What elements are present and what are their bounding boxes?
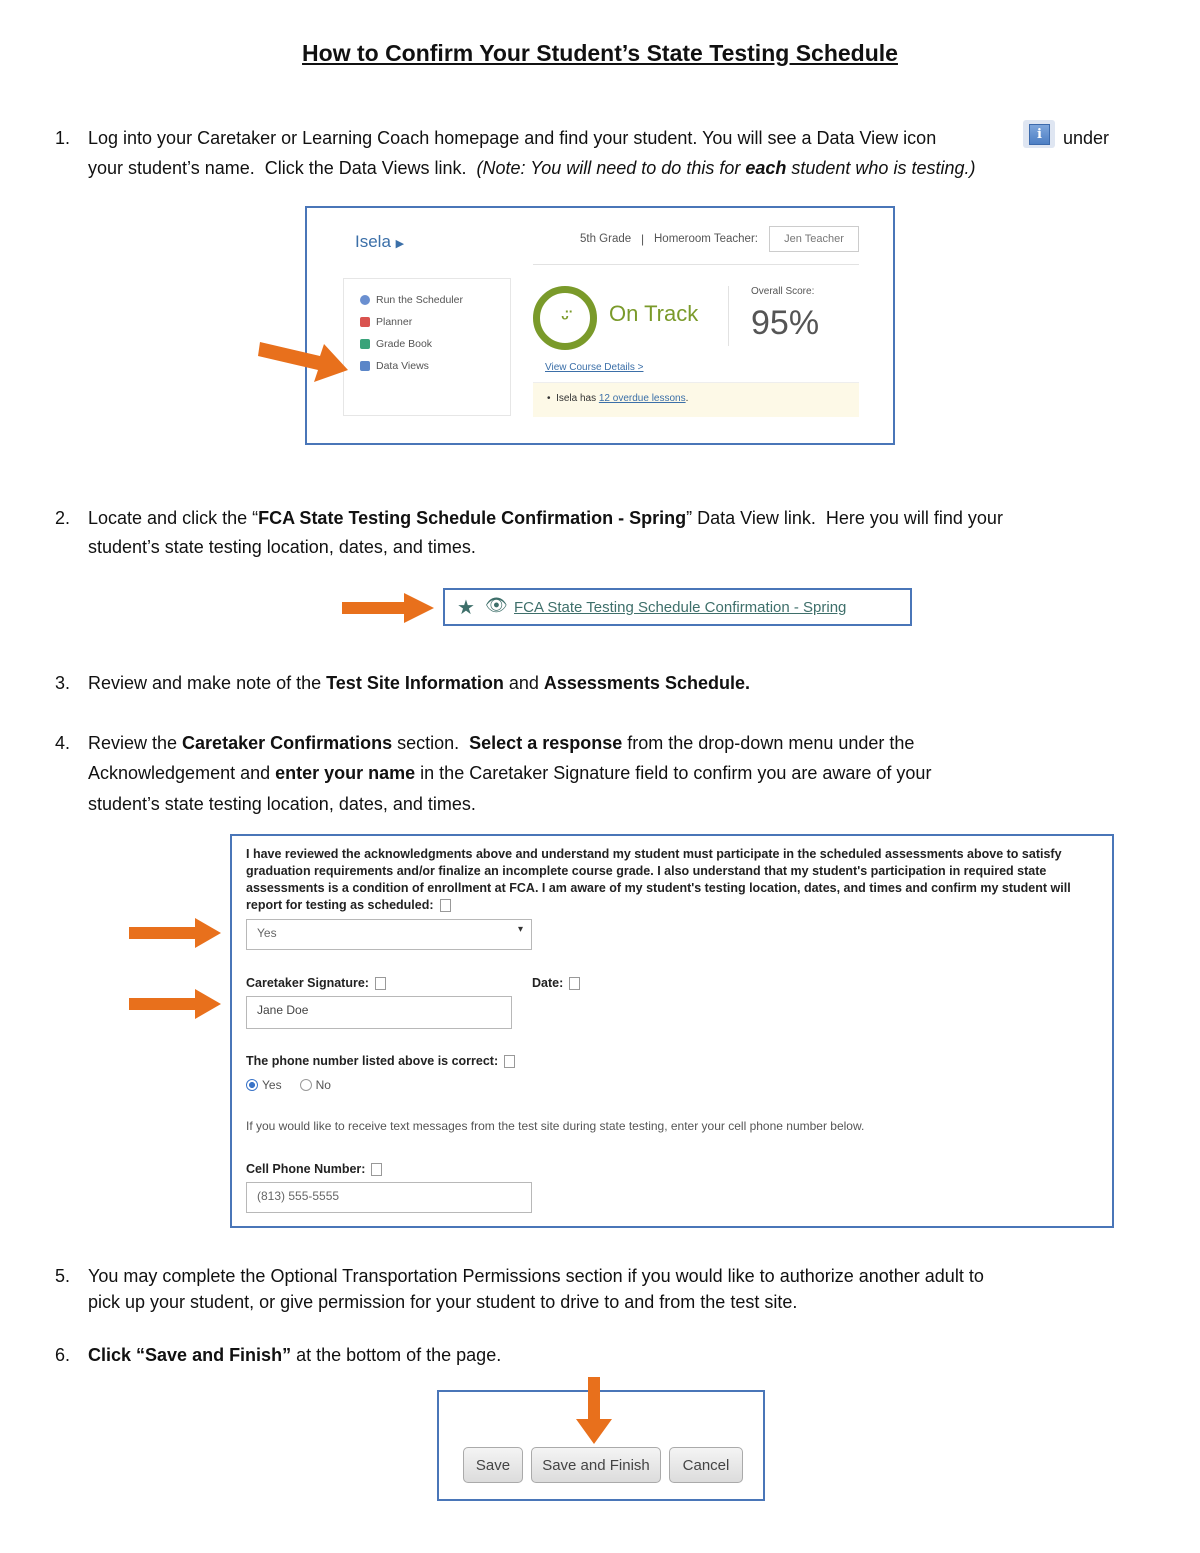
step-2-number: 2. [55, 508, 71, 528]
help-icon[interactable] [504, 1055, 515, 1068]
data-view-icon: i [1023, 120, 1055, 148]
status-label: On Track [609, 301, 699, 326]
caretaker-confirmation-form-screenshot [230, 834, 1114, 1228]
teacher-badge: Jen Teacher [769, 226, 859, 252]
view-course-details-link[interactable]: View Course Details > [545, 362, 644, 373]
gradebook-icon [360, 339, 370, 349]
signature-input[interactable]: Jane Doe [246, 996, 512, 1029]
step-1-number: 1. [55, 128, 71, 148]
step-4-line2: Acknowledgement and enter your name in the Caretaker Signature field to confirm you are aware of your [88, 763, 932, 783]
arrow-icon [575, 1377, 613, 1445]
sidebar-panel [343, 278, 511, 416]
step-2-line2: student’s state testing location, dates, and times. [88, 537, 476, 557]
date-label-row: Date: [532, 975, 580, 992]
divider-vertical [728, 286, 729, 346]
step-5-number: 5. [55, 1266, 71, 1286]
arrow-icon [129, 917, 221, 949]
page-title: How to Confirm Your Student’s State Testing Schedule [302, 40, 898, 66]
step-3-line1: Review and make note of the Test Site Information and Assessments Schedule. [88, 673, 750, 693]
homepage-screenshot [305, 206, 895, 445]
help-icon[interactable] [371, 1163, 382, 1176]
overdue-lessons-link[interactable]: 12 overdue lessons [598, 393, 686, 404]
fca-testing-schedule-link[interactable]: FCA State Testing Schedule Confirmation - Spring [514, 599, 847, 616]
cell-phone-label: Cell Phone Number: [246, 1161, 382, 1178]
step-3-number: 3. [55, 673, 71, 693]
step-4-number: 4. [55, 733, 71, 753]
overall-score-value: 95% [751, 304, 820, 342]
overdue-banner [533, 382, 859, 417]
overall-score-label: Overall Score: [751, 286, 815, 297]
help-icon[interactable] [440, 899, 451, 912]
help-icon[interactable] [375, 977, 386, 990]
step-1-under: under [1063, 128, 1110, 148]
separator: | [641, 232, 645, 246]
homeroom-label: Homeroom Teacher: [654, 233, 758, 245]
student-name-link[interactable]: Isela ▶ [355, 232, 405, 251]
data-view-link-screenshot [443, 588, 912, 626]
help-icon[interactable] [569, 977, 580, 990]
step-6-number: 6. [55, 1345, 71, 1365]
step-4-line1: Review the Caretaker Confirmations section. Select a response from the drop-down menu under the [88, 733, 915, 753]
data-view-small-icon [360, 361, 370, 371]
text-message-instructions: If you would like to receive text messages from the test site during state testing, enter your cell phone number below. [246, 1119, 865, 1133]
acknowledgement-text: I have reviewed the acknowledgments above and understand my student must participate in the scheduled assessments above to satisfy graduation requirements and/or finalize an incomplete course grade. I also understand that my student's participation in required state assessments is a condition of enrollment at FCA. I am aware of my student's testing location, dates, and times and confirm my student will report for testing as scheduled: [246, 847, 1071, 912]
smiley-icon: ᵕ̈ [533, 286, 597, 350]
step-2-line1: Locate and click the “FCA State Testing Schedule Confirmation - Spring” Data View link. Here you will find your [88, 508, 1003, 528]
step-5-line2: pick up your student, or give permission for your student to drive to and from the test site. [88, 1292, 798, 1312]
save-and-finish-button[interactable]: Save and Finish [531, 1447, 661, 1483]
step-1-line1: Log into your Caretaker or Learning Coach homepage and find your student. You will see a Data View icon [88, 128, 937, 148]
radio-yes[interactable] [246, 1079, 258, 1091]
dropdown-icon: ▾ [517, 924, 523, 935]
arrow-icon [258, 336, 350, 386]
save-button[interactable]: Save [463, 1447, 523, 1483]
grade-label: 5th Grade [580, 233, 632, 245]
calendar-icon [360, 317, 370, 327]
arrow-icon [129, 988, 221, 1020]
arrow-icon [342, 591, 434, 625]
signature-label-row: Caretaker Signature: [246, 975, 386, 992]
divider [533, 264, 859, 265]
sidebar-item-gradebook[interactable]: Grade Book [360, 333, 463, 355]
cell-phone-input[interactable]: (813) 555-5555 [246, 1182, 532, 1213]
step-1-line2: your student’s name. Click the Data Views link. (Note: You will need to do this for each student who is testing.) [88, 158, 976, 178]
radio-no[interactable] [300, 1079, 312, 1091]
step-6-line1: Click “Save and Finish” at the bottom of the page. [88, 1345, 502, 1365]
cancel-button[interactable]: Cancel [669, 1447, 743, 1483]
sidebar-item-planner[interactable]: Planner [360, 311, 463, 333]
eye-icon[interactable]: 👁 [485, 595, 508, 615]
clock-icon [360, 295, 370, 305]
phone-correct-label: The phone number listed above is correct: [246, 1053, 515, 1070]
step-5-line1: You may complete the Optional Transportation Permissions section if you would like to authorize another adult to [88, 1266, 984, 1286]
phone-radio-group: Yes No [246, 1078, 331, 1092]
star-icon[interactable]: ★ [457, 597, 475, 619]
sidebar-item-data-views[interactable]: Data Views [360, 355, 463, 377]
acknowledgement-select[interactable]: Yes ▾ [246, 919, 532, 950]
sidebar-item-scheduler[interactable]: Run the Scheduler [360, 289, 463, 311]
step-4-line3: student’s state testing location, dates, and times. [88, 794, 476, 814]
overdue-text: • Isela has 12 overdue lessons. [547, 393, 689, 404]
